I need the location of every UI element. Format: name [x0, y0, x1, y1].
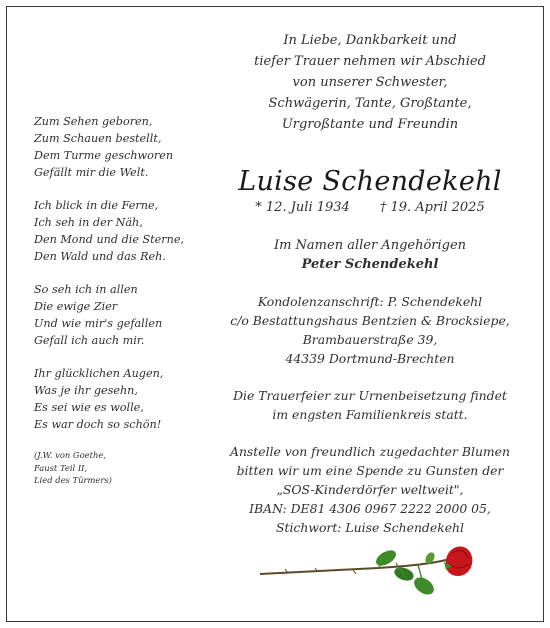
poem-line: Gefall ich auch mir.	[34, 334, 145, 347]
poem-line: Den Mond und die Sterne,	[34, 233, 185, 246]
address-line: Brambauerstraße 39,	[302, 332, 438, 347]
rose-icon	[258, 540, 478, 610]
poem-line: Die ewige Zier	[34, 300, 118, 313]
poem-stanza-2	[34, 197, 214, 265]
donation-line: bitten wir um eine Spende zu Gunsten der	[236, 463, 504, 478]
donation-line: Stichwort: Luise Schendekehl	[275, 520, 464, 535]
poem-stanza-1	[34, 113, 214, 181]
address-line: Kondolenzanschrift: P. Schendekehl	[257, 294, 483, 309]
poem-source-line: (J.W. von Goethe,	[34, 450, 106, 460]
intro-line: In Liebe, Dankbarkeit und	[283, 33, 457, 48]
birth-date: * 12. Juli 1934	[255, 200, 350, 215]
behalf-line: Im Namen aller Angehörigen	[273, 238, 467, 253]
poem-source-line: Faust Teil II,	[34, 462, 88, 473]
death-date: † 19. April 2025	[379, 200, 485, 215]
donation-line: „SOS-Kinderdörfer weltweit",	[276, 482, 464, 497]
poem-stanza-3	[34, 281, 214, 349]
poem-source-line: Lied des Türmers)	[34, 475, 112, 485]
announcement-column	[210, 30, 530, 537]
ceremony-line: im engsten Familienkreis statt.	[272, 407, 468, 422]
intro-line: von unserer Schwester,	[292, 75, 448, 90]
on-behalf	[210, 236, 530, 274]
intro-line: Schwägerin, Tante, Großtante,	[268, 96, 472, 111]
address-line: c/o Bestattungshaus Bentzien & Brocksiepe,	[230, 313, 510, 328]
life-dates	[210, 199, 530, 217]
poem-line: Gefällt mir die Welt.	[34, 166, 149, 179]
donation-line: Anstelle von freundlich zugedachter Blumen	[230, 444, 510, 459]
poem-line: Zum Sehen geboren,	[34, 115, 153, 128]
poem	[34, 113, 214, 487]
intro-text	[210, 30, 530, 135]
poem-line: Ich seh in der Näh,	[34, 216, 143, 229]
poem-line: Ihr glücklichen Augen,	[34, 367, 164, 380]
poem-line: Den Wald und das Reh.	[34, 250, 166, 263]
donation-line: IBAN: DE81 4306 0967 2222 2000 05,	[249, 501, 491, 516]
poem-line: Dem Turme geschworen	[34, 149, 174, 162]
ceremony-notice	[210, 386, 530, 424]
poem-line: Es war doch so schön!	[34, 418, 162, 431]
poem-line: So seh ich in allen	[34, 283, 138, 296]
poem-line: Zum Schauen bestellt,	[34, 132, 162, 145]
poem-line: Und wie mir's gefallen	[34, 317, 163, 330]
address-line: 44339 Dortmund-Brechten	[285, 351, 455, 366]
poem-source	[34, 449, 214, 487]
poem-line: Ich blick in die Ferne,	[34, 199, 159, 212]
poem-line: Was je ihr gesehn,	[34, 384, 138, 397]
signer-name: Peter Schendekehl	[301, 257, 439, 272]
intro-line: tiefer Trauer nehmen wir Abschied	[254, 54, 486, 69]
donation-request	[210, 442, 530, 537]
deceased-name: Luise Schendekehl	[238, 166, 502, 197]
condolence-address	[210, 292, 530, 368]
ceremony-line: Die Trauerfeier zur Urnenbeisetzung findet	[233, 388, 507, 403]
intro-line: Urgroßtante und Freundin	[281, 117, 459, 132]
poem-stanza-4	[34, 365, 214, 433]
poem-line: Es sei wie es wolle,	[34, 401, 144, 414]
